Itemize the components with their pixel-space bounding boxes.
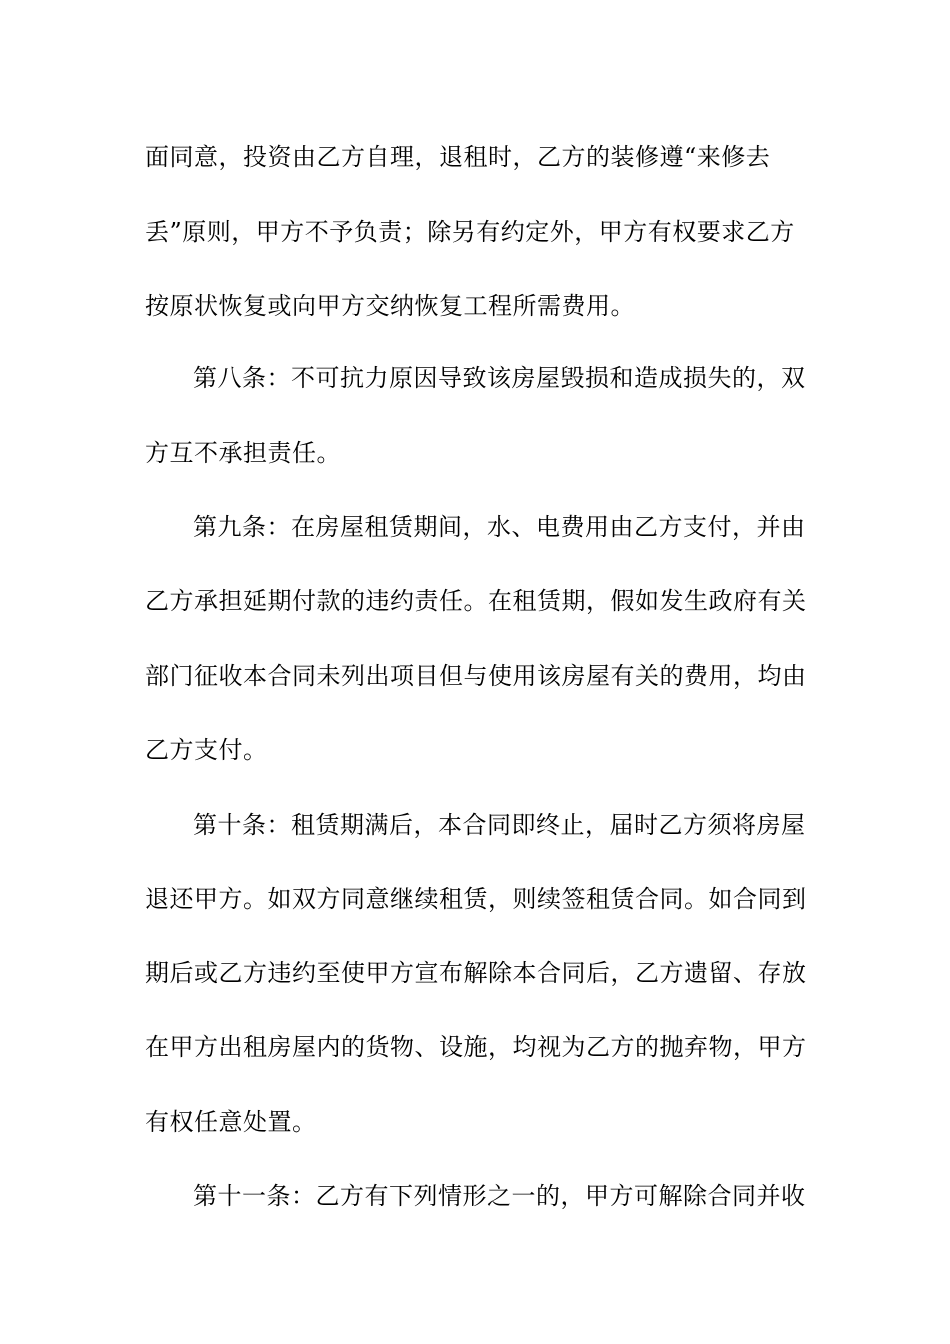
text-line: 丢”原则，甲方不予负责；除另有约定外，甲方有权要求乙方: [145, 218, 795, 246]
clause-11-start: 第十一条：乙方有下列情形之一的，甲方可解除合同并收: [193, 1182, 806, 1210]
text-line: 按原状恢复或向甲方交纳恢复工程所需费用。: [145, 292, 635, 320]
clause-9-start: 第九条：在房屋租赁期间，水、电费用由乙方支付，并由: [193, 513, 806, 541]
clause-8-start: 第八条：不可抗力原因导致该房屋毁损和造成损失的，双: [193, 364, 806, 392]
text-line: 面同意，投资由乙方自理，退租时，乙方的装修遵“来修去: [145, 143, 771, 171]
text-line: 有权任意处置。: [145, 1108, 317, 1136]
text-line: 乙方承担延期付款的违约责任。在租赁期，假如发生政府有关: [145, 587, 807, 615]
text-line: 方互不承担责任。: [145, 439, 341, 467]
text-line: 期后或乙方违约至使甲方宣布解除本合同后，乙方遗留、存放: [145, 959, 807, 987]
text-line: 在甲方出租房屋内的货物、设施，均视为乙方的抛弃物，甲方: [145, 1033, 807, 1061]
text-line: 乙方支付。: [145, 736, 268, 764]
text-line: 部门征收本合同未列出项目但与使用该房屋有关的费用，均由: [145, 662, 807, 690]
clause-10-start: 第十条：租赁期满后，本合同即终止，届时乙方须将房屋: [193, 811, 806, 839]
text-line: 退还甲方。如双方同意继续租赁，则续签租赁合同。如合同到: [145, 885, 807, 913]
